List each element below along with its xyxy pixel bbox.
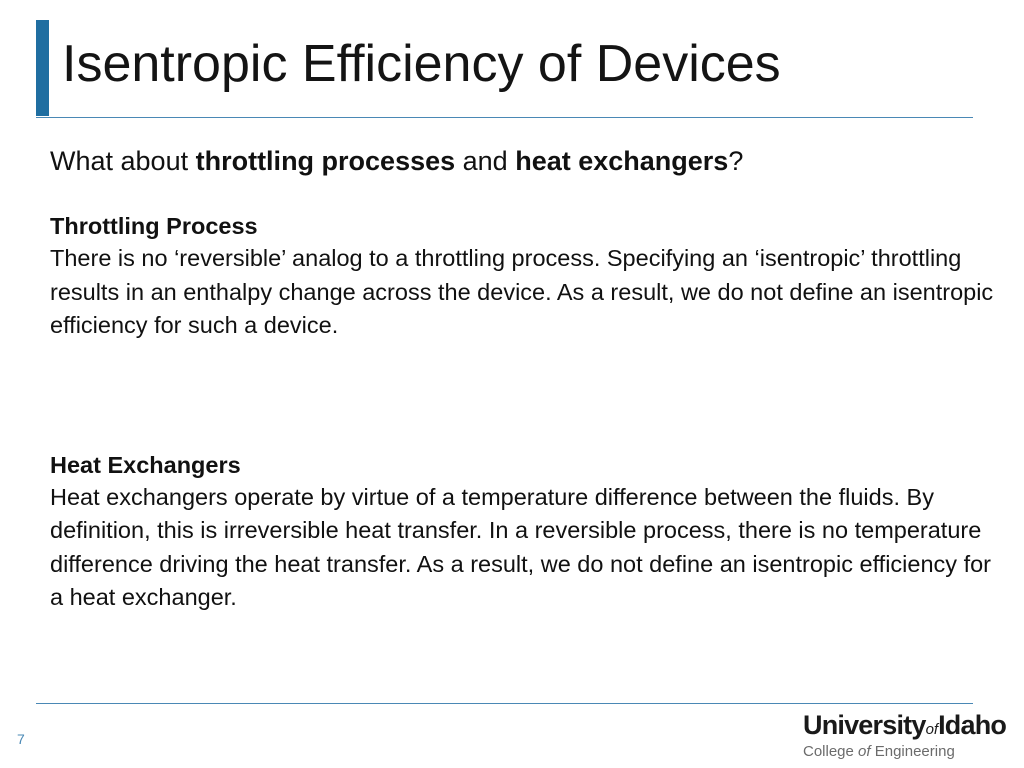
header-divider [36,117,973,118]
section-heading-throttling: Throttling Process [50,213,258,239]
logo-word-university: University [803,710,926,740]
logo-wordmark [803,712,1006,739]
intro-question [50,140,1000,182]
section-heading-heat-exchangers: Heat Exchangers [50,451,241,478]
logo-subtitle [803,743,1006,760]
slide-number: 7 [17,731,25,747]
logo-sub-of: of [858,743,871,760]
logo-word-idaho: Idaho [938,710,1007,740]
intro-post: ? [728,146,744,176]
section-body-heat-exchangers: Heat exchangers operate by virtue of a temperature difference between the fluids. By definition, this is irreversible heat transfer. In a reversible process, there is no temperature difference driving the heat transfer. As a result, we do not define an isentropic efficiency for a heat exchanger. [50,483,991,610]
university-logo [803,712,1006,760]
section-body-throttling: There is no ‘reversible’ analog to a throttling process. Specifying an ‘isentropic’ throttling results in an enthalpy change across the device. As a result, we do not define an isentropic efficiency for such a device. [50,245,994,338]
intro-pre: What about [50,146,196,176]
intro-mid: and [455,146,516,176]
intro-bold-throttling: throttling processes [195,146,456,176]
logo-sub-engineering: Engineering [870,743,955,760]
logo-word-of: of [925,721,939,738]
title-accent-bar [36,20,49,116]
slide-content [50,140,1000,615]
footer-divider [36,703,973,704]
section-spacer [50,343,1000,421]
intro-bold-heat-exchangers: heat exchangers [515,146,729,176]
logo-sub-college: College [803,743,859,760]
slide-title: Isentropic Efficiency of Devices [62,35,781,93]
